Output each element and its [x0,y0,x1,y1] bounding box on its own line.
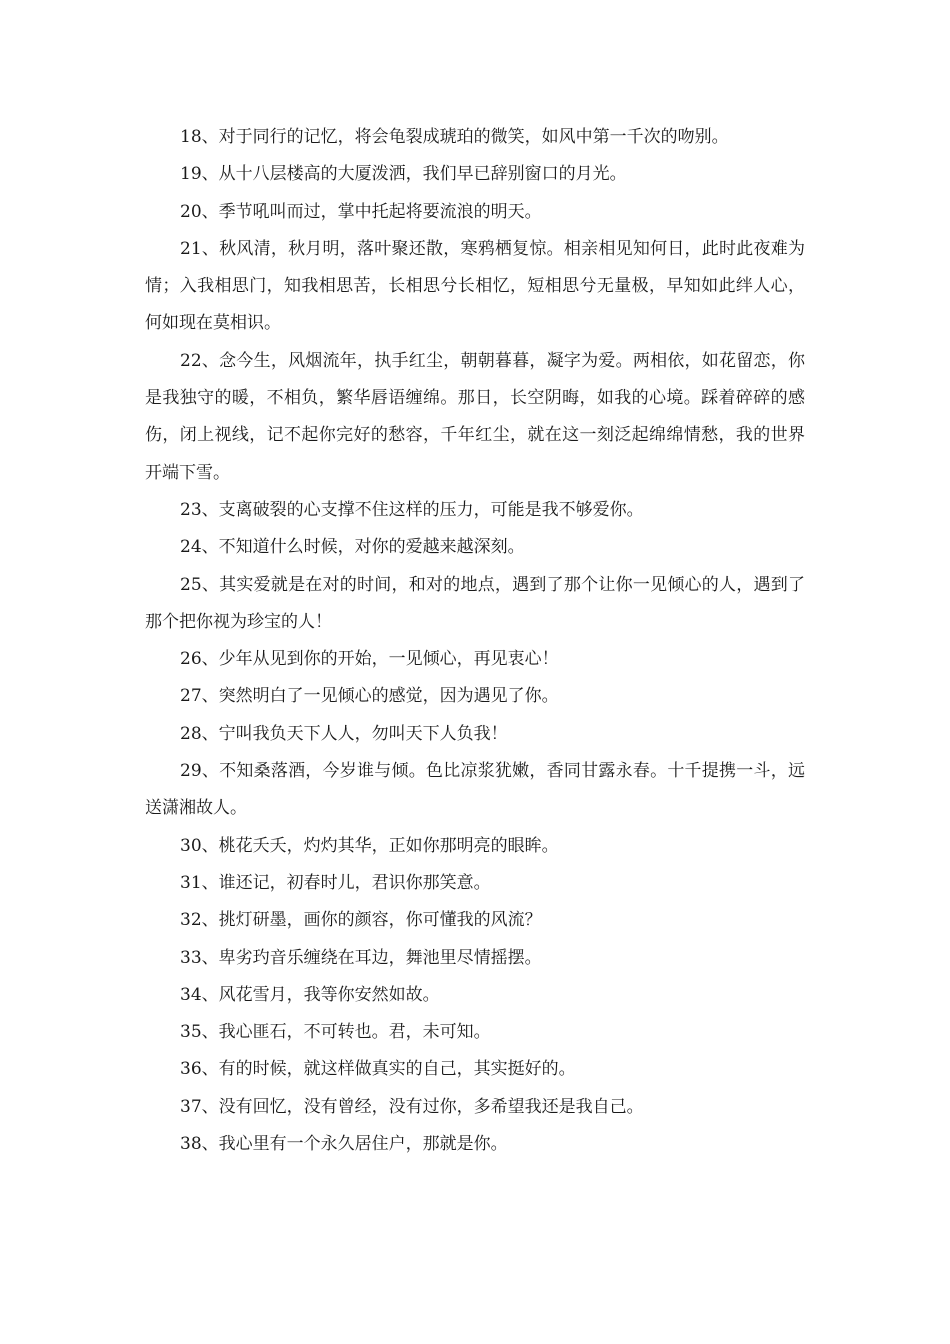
paragraph-18: 18、对于同行的记忆，将会龟裂成琥珀的微笑，如风中第一千次的吻别。 [180,127,729,147]
paragraph-21: 21、秋风清，秋月明，落叶聚还散，寒鸦栖复惊。相亲相见知何日，此时此夜难为情；入我相思门，知我相思苦，长相思兮长相忆，短相思兮无量极，早知如此绊人心，何如现在莫相识。 [145,238,805,334]
paragraph-27: 27、突然明白了一见倾心的感觉，因为遇见了你。 [180,686,559,707]
paragraph-34: 34、风花雪月，我等你安然如故。 [180,984,440,1005]
paragraph-37: 37、没有回忆，没有曾经，没有过你，多希望我还是我自己。 [180,1096,644,1117]
paragraph-31: 31、谁还记，初春时儿，君识你那笑意。 [180,872,491,893]
paragraph-30: 30、桃花夭夭，灼灼其华，正如你那明亮的眼眸。 [180,835,559,856]
paragraph-33: 33、卑劣玓音乐缠绕在耳边，舞池里尽情摇摆。 [180,947,542,968]
paragraph-36: 36、有的时候，就这样做真实的自己，其实挺好的。 [180,1059,576,1080]
paragraph-25: 25、其实爱就是在对的时间，和对的地点，遇到了那个让你一见倾心的人，遇到了那个把你视为珍宝的人！ [145,574,805,632]
paragraph-20: 20、季节吼叫而过，掌中托起将要流浪的明天。 [180,201,542,222]
paragraph-19: 19、从十八层楼高的大厦泼洒，我们早已辞别窗口的月光。 [180,164,627,185]
document-body [145,119,805,1163]
paragraph-32: 32、挑灯研墨，画你的颜容，你可懂我的风流？ [180,910,542,931]
paragraph-28: 28、宁叫我负天下人人，勿叫天下人负我！ [180,723,508,744]
paragraph-38: 38、我心里有一个永久居住户，那就是你。 [180,1134,508,1155]
paragraph-35: 35、我心匪石，不可转也。君，未可知。 [180,1022,491,1043]
paragraph-26: 26、少年从见到你的开始，一见倾心，再见衷心！ [180,649,559,670]
paragraph-29: 29、不知桑落酒，今岁谁与倾。色比凉浆犹嫩，香同甘露永春。十千提携一斗，远送潇湘故人。 [145,761,805,819]
paragraph-22: 22、念今生，风烟流年，执手红尘，朝朝暮暮，凝字为爱。两相依，如花留恋，你是我独守的暖，不相负，繁华唇语缠绵。那日，长空阴晦，如我的心境。踩着碎碎的感伤，闭上视线，记不起你完好的愁容，千年红尘，就在这一刻泛起绵绵情愁，我的世界开端下雪。 [145,350,805,483]
paragraph-24: 24、不知道什么时候，对你的爱越来越深刻。 [180,537,525,558]
paragraph-23: 23、支离破裂的心支撑不住这样的压力，可能是我不够爱你。 [180,499,644,520]
